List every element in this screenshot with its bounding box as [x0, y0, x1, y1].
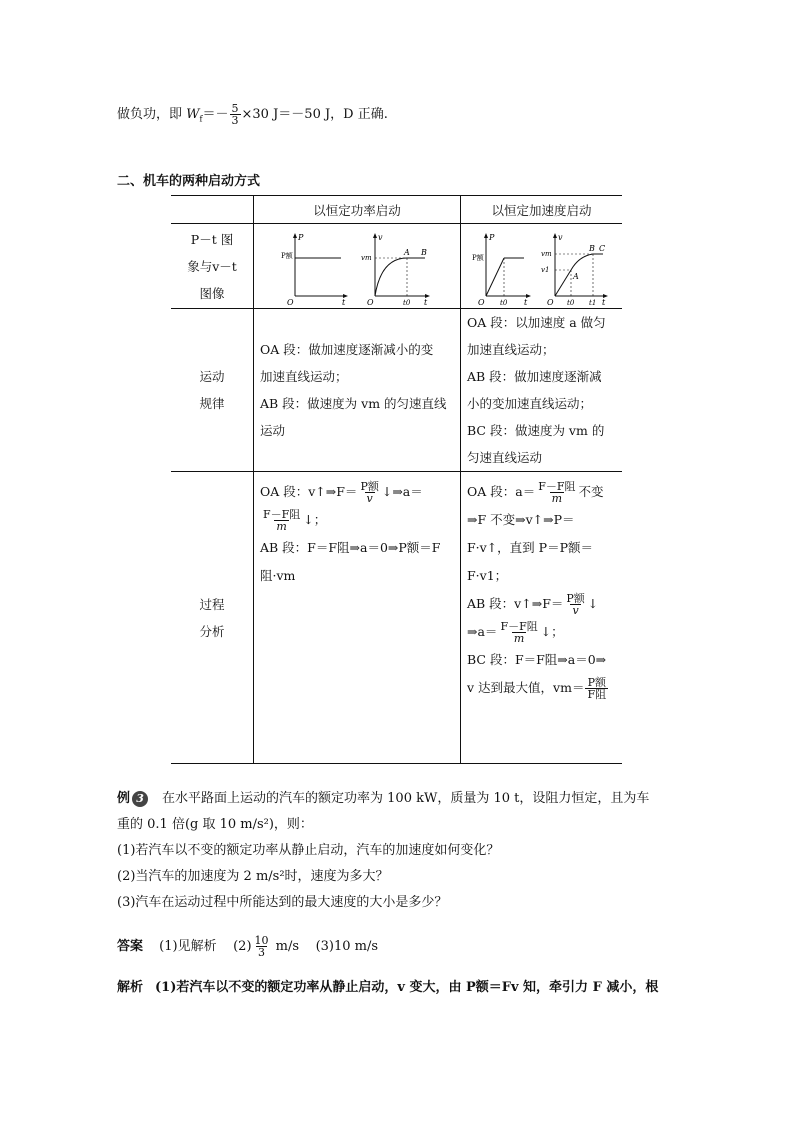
question-1: (1)若汽车以不变的额定功率从静止启动，汽车的加速度如何变化？ — [117, 843, 500, 858]
motion-cp-line: 加速直线运动； — [260, 369, 348, 384]
process-ca-line1: OA 段：a＝ $\frac{\text{F－F阻}}{m}$ 不变 — [467, 480, 604, 505]
svg-text:v: v — [558, 233, 564, 242]
process-ca-line3: F·v↑，直到 P＝P额＝ — [467, 540, 593, 555]
eq-minus: ＝－ — [202, 107, 229, 122]
process-cp-line1: OA 段：v↑⇒F＝ $\frac{\text{P额}}{v}$ ↓⇒a＝ — [260, 480, 423, 505]
graphs-constant-power — [254, 224, 461, 309]
question-2: (2)当汽车的加速度为 2 m/s²时，速度为多大？ — [117, 869, 389, 884]
process-constant-power — [254, 472, 461, 764]
svg-text:t1: t1 — [589, 299, 597, 307]
svg-text:t0: t0 — [567, 299, 575, 307]
svg-text:A: A — [573, 272, 580, 281]
answer-1: (1)见解析 — [159, 939, 217, 954]
work-var: W — [186, 107, 200, 122]
svg-text:O: O — [547, 298, 555, 307]
process-ca-line6: ⇒a＝ $\frac{\text{F－F阻}}{m}$ ↓； — [467, 620, 564, 645]
process-cp-line2: $\frac{\text{F－F阻}}{m}$ ↓； — [263, 508, 327, 533]
process-ca-line2: ⇒F 不变⇒v↑⇒P＝ — [467, 512, 575, 527]
svg-text:B: B — [589, 244, 596, 253]
analysis-label: 解析 — [117, 980, 144, 995]
motion-ca-line: 匀速直线运动 — [467, 450, 543, 465]
intro-rest: ×30 J＝－50 J，D 正确. — [241, 107, 388, 122]
process-ca-line4: F·v1； — [467, 568, 508, 583]
row-label-graphs: P－t 图 象与v－t 图像 — [171, 224, 254, 309]
answer-2: (2) $\frac{10}{3}$ m/s — [233, 934, 300, 959]
graphs-constant-accel — [461, 224, 623, 309]
svg-text:vm: vm — [360, 254, 372, 262]
table-row-process — [171, 472, 622, 764]
svg-text:O: O — [477, 298, 485, 307]
svg-text:P额: P额 — [281, 252, 293, 260]
row-label-process: 过程 分析 — [171, 472, 254, 764]
svg-text:A: A — [403, 248, 410, 257]
table-row-graphs — [171, 224, 622, 309]
svg-text:C: C — [599, 244, 606, 253]
v-t-graph-constant-accel — [541, 230, 611, 307]
example-number-icon: 3 — [132, 791, 148, 807]
work-sub: f — [199, 114, 203, 124]
p-t-graph-constant-accel — [471, 230, 532, 307]
svg-text:B: B — [420, 248, 427, 257]
motion-cp-line: 运动 — [260, 423, 286, 438]
section-heading: 二、机车的两种启动方式 — [117, 174, 261, 189]
svg-text:t: t — [342, 298, 346, 307]
fraction-five-thirds: $\frac{5}{3}$ — [231, 102, 239, 127]
answer-label: 答案 — [117, 939, 144, 954]
intro-line — [117, 103, 388, 126]
svg-text:t0: t0 — [402, 299, 411, 307]
startup-modes-table — [171, 195, 622, 764]
process-ca-line8: v 达到最大值，vm＝ $\frac{\text{P额}}{\text{F阻}}$ — [467, 676, 607, 701]
example-text-line2: 重的 0.1 倍(g 取 10 m/s²)，则： — [117, 817, 313, 832]
header-constant-power: 以恒定功率启动 — [254, 196, 461, 224]
motion-ca-line: BC 段：做速度为 vm 的 — [467, 423, 605, 438]
motion-ca-line: AB 段：做加速度逐渐减 — [467, 369, 602, 384]
row-label-motion: 运动 规律 — [171, 309, 254, 472]
example-text-line1: 在水平路面上运动的汽车的额定功率为 100 kW，质量为 10 t，设阻力恒定，且为车 — [162, 791, 650, 806]
motion-cp-line: AB 段：做速度为 vm 的匀速直线 — [260, 396, 447, 411]
process-cp-line4: 阻·vm — [260, 568, 296, 583]
svg-text:v: v — [377, 233, 383, 242]
svg-text:O: O — [287, 298, 294, 307]
p-t-graph-constant-power — [281, 230, 351, 307]
question-3: (3)汽车在运动过程中所能达到的最大速度的大小是多少？ — [117, 895, 448, 910]
svg-text:vm: vm — [541, 250, 553, 258]
table-row-motion — [171, 309, 622, 472]
svg-text:t: t — [423, 298, 428, 307]
answer-3: (3)10 m/s — [315, 939, 379, 954]
intro-prefix: 做负功，即 — [117, 107, 183, 122]
motion-ca-line: OA 段：以加速度 a 做匀 — [467, 315, 606, 330]
example-badge: 例 3 — [117, 786, 148, 812]
svg-text:t0: t0 — [499, 299, 507, 307]
process-ca-line7: BC 段：F＝F阻⇒a＝0⇒ — [467, 652, 607, 667]
process-constant-accel — [461, 472, 623, 764]
svg-text:P额: P额 — [471, 254, 484, 262]
answer-line — [117, 935, 378, 958]
motion-constant-accel — [461, 309, 623, 472]
header-cell-empty — [171, 196, 254, 224]
analysis-line — [117, 976, 658, 995]
svg-text:P: P — [298, 233, 304, 242]
svg-text:t: t — [602, 298, 606, 307]
process-cp-line3: AB 段：F＝F阻⇒a＝0⇒P额＝F — [260, 540, 441, 555]
svg-text:t: t — [523, 298, 527, 307]
svg-text:v1: v1 — [541, 266, 550, 274]
v-t-graph-constant-power — [360, 230, 433, 307]
svg-text:O: O — [366, 298, 374, 307]
motion-constant-power — [254, 309, 461, 472]
motion-ca-line: 小的变加速直线运动； — [467, 396, 593, 411]
example-line1 — [117, 786, 677, 812]
header-constant-accel: 以恒定加速度启动 — [461, 196, 623, 224]
process-ca-line5: AB 段：v↑⇒F＝ $\frac{\text{P额}}{v}$ ↓ — [467, 592, 599, 617]
example-block — [117, 786, 677, 916]
motion-ca-line: 加速直线运动； — [467, 342, 555, 357]
analysis-text: (1)若汽车以不变的额定功率从静止启动，v 变大，由 P额＝Fv 知，牵引力 F 减小，根 — [155, 980, 659, 995]
svg-text:P: P — [488, 233, 494, 242]
motion-cp-line: OA 段：做加速度逐渐减小的变 — [260, 342, 434, 357]
table-header-row — [171, 196, 622, 224]
